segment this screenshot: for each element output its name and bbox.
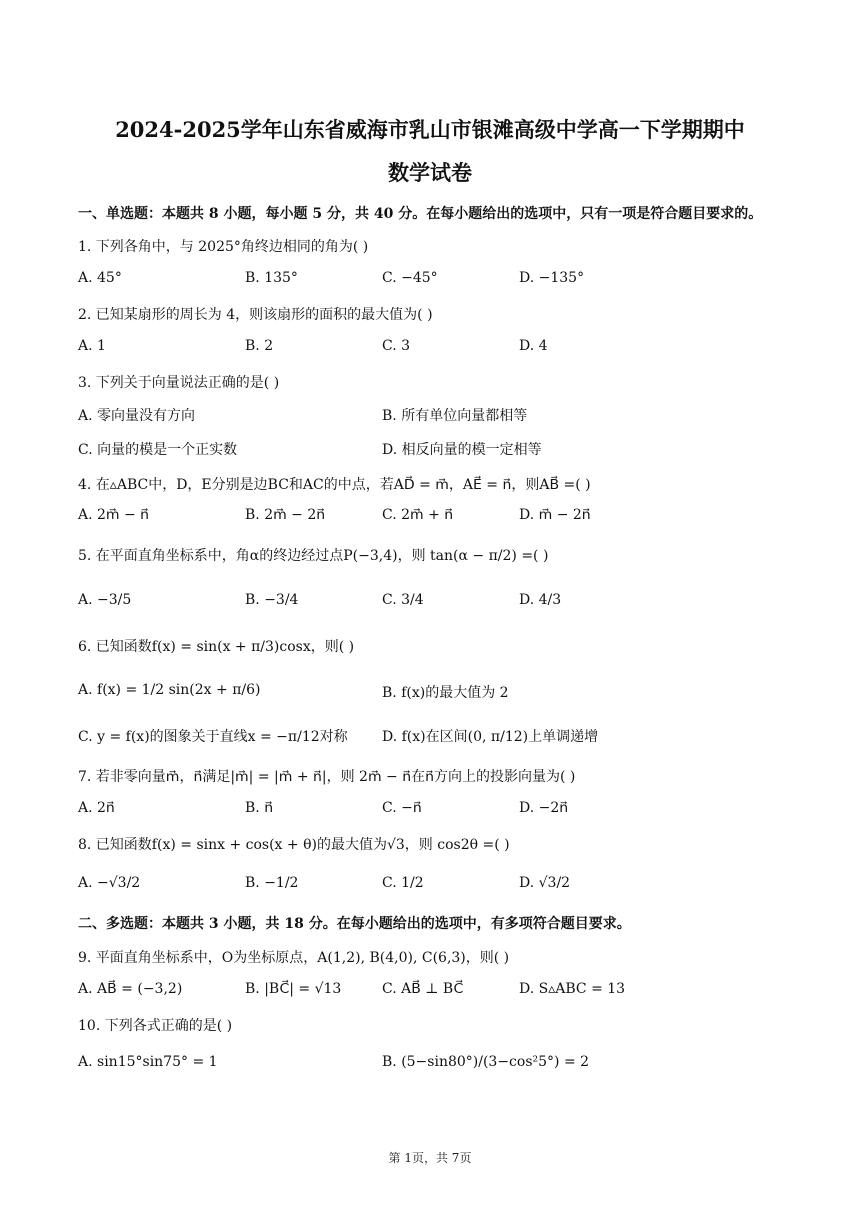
q5-option-a: A. −3/5	[78, 592, 132, 608]
q4-option-b: B. 2m⃗ − 2n⃗	[245, 507, 326, 523]
q2-option-a: A. 1	[78, 338, 106, 354]
question-3: 3. 下列关于向量说法正确的是( )	[78, 375, 280, 391]
q4-option-c: C. 2m⃗ + n⃗	[382, 507, 454, 523]
q3-option-a: A. 零向量没有方向	[78, 408, 196, 424]
q4-option-d: D. m⃗ − 2n⃗	[519, 507, 591, 523]
q7-option-c: C. −n⃗	[382, 800, 422, 816]
q1-option-a: A. 45°	[78, 270, 122, 286]
q3-option-d: D. 相反向量的模一定相等	[382, 442, 542, 458]
q8-option-d: D. √3/2	[519, 875, 571, 891]
question-4: 4. 在▵ABC中，D，E分别是边BC和AC的中点，若AD⃗ = m⃗，AE⃗ = n⃗，则AB⃗ =( )	[78, 477, 591, 493]
exam-subtitle: 数学试卷	[388, 160, 472, 185]
q8-option-b: B. −1/2	[245, 875, 299, 891]
q8-option-a: A. −√3/2	[78, 875, 141, 891]
question-10: 10. 下列各式正确的是( )	[78, 1018, 233, 1034]
q9-option-a: A. AB⃗ = (−3,2)	[78, 981, 183, 997]
q6-option-b: B. f(x)的最大值为 2	[382, 685, 509, 701]
q9-option-b: B. |BC⃗| = √13	[245, 981, 342, 997]
question-9: 9. 平面直角坐标系中，O为坐标原点，A(1,2), B(4,0), C(6,3)，则( )	[78, 950, 510, 966]
question-1: 1. 下列各角中，与 2025°角终边相同的角为( )	[78, 239, 369, 255]
q8-option-c: C. 1/2	[382, 875, 424, 891]
q1-option-b: B. 135°	[245, 270, 298, 286]
q3-option-c: C. 向量的模是一个正实数	[78, 442, 238, 458]
section-multiple-choice: 二、多选题：本题共 3 小题，共 18 分。在每小题给出的选项中，有多项符合题目要求。	[78, 916, 631, 932]
q6-option-c: C. y = f(x)的图象关于直线x = −π/12对称	[78, 729, 348, 745]
q10-option-b: B. (5−sin80°)/(3−cos²5°) = 2	[382, 1054, 590, 1070]
q3-option-b: B. 所有单位向量都相等	[382, 408, 528, 424]
section-single-choice: 一、单选题：本题共 8 小题，每小题 5 分，共 40 分。在每小题给出的选项中，只有一项是符合题目要求的。	[78, 206, 763, 222]
q1-option-d: D. −135°	[519, 270, 585, 286]
q5-option-d: D. 4/3	[519, 592, 562, 608]
q5-option-b: B. −3/4	[245, 592, 299, 608]
q2-option-b: B. 2	[245, 338, 274, 354]
q6-option-d: D. f(x)在区间(0, π/12)上单调递增	[382, 729, 599, 745]
question-6: 6. 已知函数f(x) = sin(x + π/3)cosx，则( )	[78, 639, 355, 655]
q7-option-a: A. 2n⃗	[78, 800, 115, 816]
q9-option-c: C. AB⃗ ⊥ BC⃗	[382, 981, 464, 997]
q2-option-c: C. 3	[382, 338, 411, 354]
q4-option-a: A. 2m⃗ − n⃗	[78, 507, 150, 523]
q1-option-c: C. −45°	[382, 270, 438, 286]
question-8: 8. 已知函数f(x) = sinx + cos(x + θ)的最大值为√3，则 cos2θ =( )	[78, 837, 510, 853]
q9-option-d: D. S▵ABC = 13	[519, 981, 626, 997]
exam-title: 2024-2025学年山东省威海市乳山市银滩高级中学高一下学期期中	[115, 117, 745, 142]
q10-option-a: A. sin15°sin75° = 1	[78, 1054, 218, 1070]
q7-option-b: B. n⃗	[245, 800, 274, 816]
question-5: 5. 在平面直角坐标系中，角α的终边经过点P(−3,4)，则 tan(α − π/2) =( )	[78, 548, 549, 564]
q2-option-d: D. 4	[519, 338, 548, 354]
q7-option-d: D. −2n⃗	[519, 800, 569, 816]
question-7: 7. 若非零向量m⃗，n⃗满足|m⃗| = |m⃗ + n⃗|，则 2m⃗ − n⃗在n⃗方向上的投影向量为( )	[78, 769, 576, 785]
question-2: 2. 已知某扇形的周长为 4，则该扇形的面积的最大值为( )	[78, 307, 433, 323]
page-footer: 第 1页，共 7页	[388, 1151, 472, 1165]
q6-option-a: A. f(x) = 1/2 sin(2x + π/6)	[78, 682, 261, 698]
q5-option-c: C. 3/4	[382, 592, 424, 608]
